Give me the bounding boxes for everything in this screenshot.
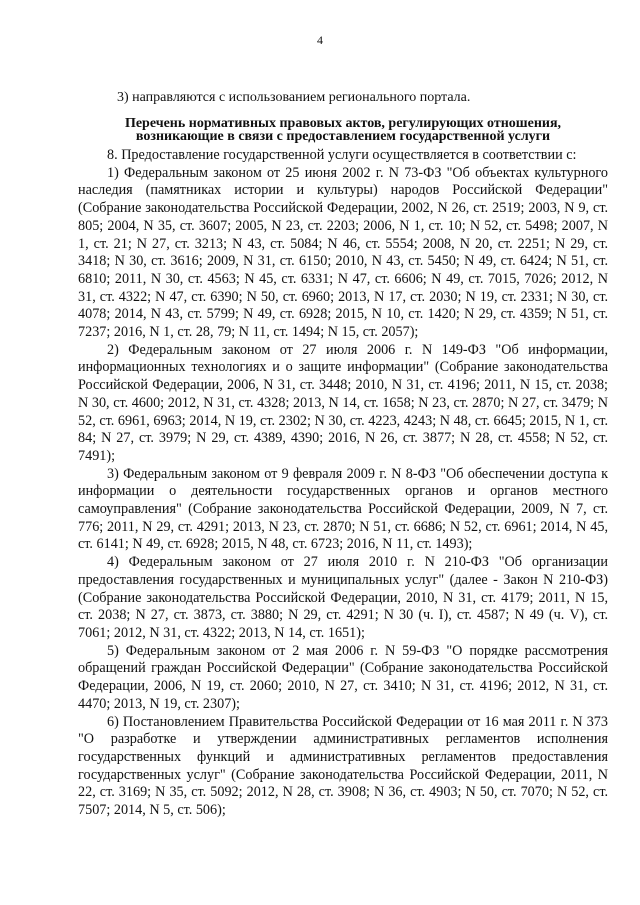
section-heading-line-2: возникающие в связи с предоставлением государственной услуги xyxy=(135,129,551,144)
section-heading xyxy=(78,117,608,143)
page-number: 4 xyxy=(317,33,323,47)
list-item-2: 2) Федеральным законом от 27 июля 2006 г. N 149-ФЗ "Об информации, информационных технологиях и о защите информации" (Собрание законодательства Российской Федерации, 2006, N 31, ст. 3448; 2010, N 31, ст. 4196; 2011, N 15, ст. 2038; N 30, ст. 4600; 2012, N 31, ст. 4328; 2013, N 14, ст. 1658; N 23, ст. 2870; N 27, ст. 3479; N 52, ст. 6961, 6963; 2014, N 19, ст. 2302; N 30, ст. 4223, 4243; N 48, ст. 6645; 2015, N 1, ст. 84; N 27, ст. 3979; N 29, ст. 4389, 4390; 2016, N 26, ст. 3877; N 28, ст. 4558; N 52, ст. 7491); xyxy=(78,341,608,464)
list-item-4: 4) Федеральным законом от 27 июля 2010 г. N 210-ФЗ "Об организации предоставления государственных и муниципальных услуг" (далее - Закон N 210-ФЗ) (Собрание законодательства Российской Федерации, 2010, N 31, ст. 4179; 2011, N 15, ст. 2038; N 27, ст. 3873, ст. 3880; N 29, ст. 4291; N 30 (ч. I), ст. 4587; N 49 (ч. V), ст. 7061; 2012, N 31, ст. 4322; 2013, N 14, ст. 1651); xyxy=(78,554,608,641)
list-item-6: 6) Постановлением Правительства Российской Федерации от 16 мая 2011 г. N 373 "О разработке и утверждении административных регламентов исполнения государственных функций и административных регламентов предоставления государственных услуг" (Собрание законодательства Российской Федерации, 2011, N 22, ст. 3169; N 35, ст. 5092; 2012, N 28, ст. 3908; N 36, ст. 4903; N 50, ст. 7070; N 52, ст. 7507; 2014, N 5, ст. 506); xyxy=(78,713,608,819)
list-item-1: 1) Федеральным законом от 25 июня 2002 г. N 73-ФЗ "Об объектах культурного наследия (памятниках истории и культуры) народов Российской Федерации" (Собрание законодательства Российской Федерации, 2002, N 26, ст. 2519; 2003, N 9, ст. 805; 2004, N 35, ст. 3607; 2005, N 23, ст. 2203; 2006, N 1, ст. 10; N 52, ст. 5498; 2007, N 1, ст. 21; N 27, ст. 3213; N 43, ст. 5084; N 46, ст. 5554; 2008, N 20, ст. 2251; N 29, ст. 3418; N 30, ст. 3616; 2009, N 31, ст. 6150; 2010, N 43, ст. 5450; N 49, ст. 6424; N 51, ст. 6810; 2011, N 30, ст. 4563; N 45, ст. 6331; N 47, ст. 6606; N 49, ст. 7015, 7026; 2012, N 31, ст. 4322; N 47, ст. 6390; N 50, ст. 6960; 2013, N 17, ст. 2030; N 19, ст. 2331; N 30, ст. 4078; 2014, N 43, ст. 5799; N 49, ст. 6928; 2015, N 10, ст. 1420; N 29, ст. 4359; N 51, ст. 7237; 2016, N 1, ст. 28, 79; N 11, ст. 1494; N 15, ст. 2057); xyxy=(78,164,609,341)
paragraph-8-intro: 8. Предоставление государственной услуги осуществляется в соответствии с: xyxy=(107,147,577,163)
section-heading-line-1: Перечень нормативных правовых актов, регулирующих отношения, xyxy=(124,116,562,131)
regulations-list xyxy=(78,147,608,820)
item-3-line: 3) направляются с использованием регионального портала. xyxy=(117,90,471,105)
list-item-3: 3) Федеральным законом от 9 февраля 2009 г. N 8-ФЗ "Об обеспечении доступа к информации о деятельности государственных органов и органов местного самоуправления" (Собрание законодательства Российской Федерации, 2009, N 7, ст. 776; 2011, N 29, ст. 4291; 2013, N 23, ст. 2870; N 51, ст. 6686; N 52, ст. 6961; 2014, N 45, ст. 6141; N 49, ст. 6928; 2015, N 48, ст. 6723; 2016, N 11, ст. 1493); xyxy=(78,465,608,553)
list-item-5: 5) Федеральным законом от 2 мая 2006 г. N 59-ФЗ "О порядке рассмотрения обращений граждан Российской Федерации" (Собрание законодательства Российской Федерации, 2006, N 19, ст. 2060; 2010, N 27, ст. 3410; N 31, ст. 4196; 2012, N 31, ст. 4470; 2013, N 19, ст. 2307); xyxy=(78,642,608,712)
